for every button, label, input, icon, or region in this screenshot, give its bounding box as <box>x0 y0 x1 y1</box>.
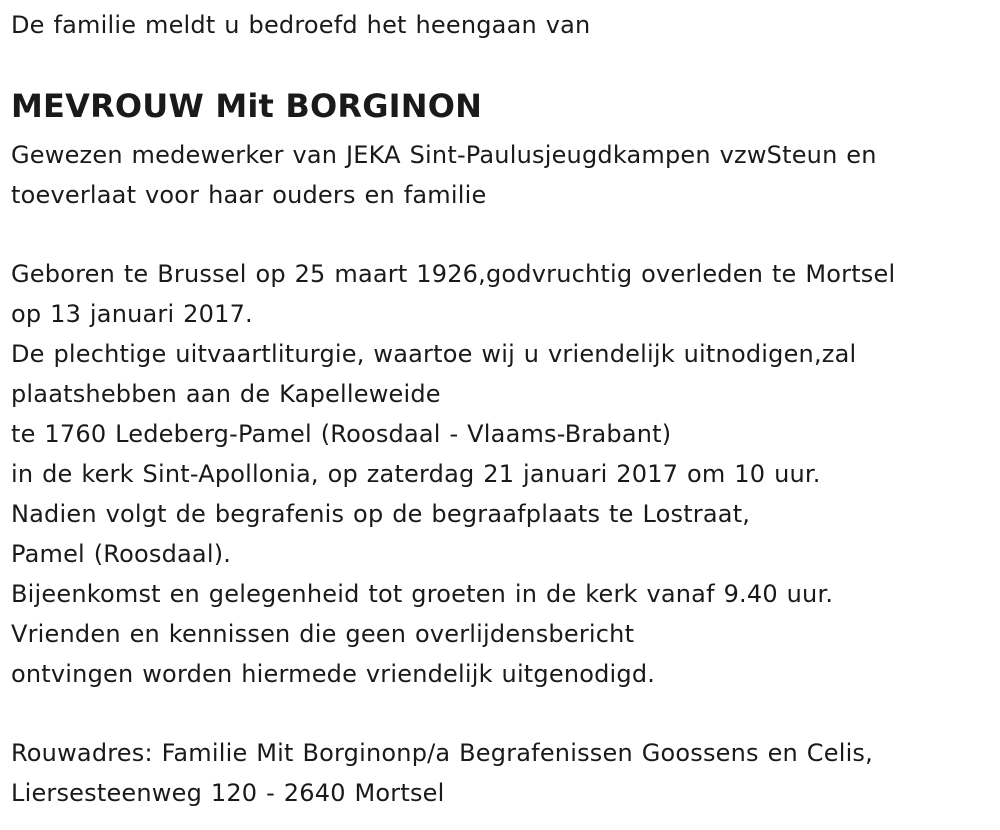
detail-line: Nadien volgt de begrafenis op de begraafplaats te Lostraat, <box>11 500 751 528</box>
detail-line: De plechtige uitvaartliturgie, waartoe wij u vriendelijk uitnodigen,zal <box>11 340 857 368</box>
subtitle-line: toeverlaat voor haar ouders en familie <box>11 181 487 209</box>
subtitle-line: Gewezen medewerker van JEKA Sint-Paulusjeugdkampen vzwSteun en <box>11 141 877 169</box>
details-block <box>11 254 895 694</box>
address-line: Liersesteenweg 120 - 2640 Mortsel <box>11 779 445 807</box>
detail-line: plaatshebben aan de Kapelleweide <box>11 380 441 408</box>
detail-line: Vrienden en kennissen die geen overlijdensbericht <box>11 620 635 648</box>
detail-line: ontvingen worden hiermede vriendelijk uitgenodigd. <box>11 660 656 688</box>
intro-text: De familie meldt u bedroefd het heengaan van <box>11 11 591 39</box>
address-block <box>11 733 873 813</box>
detail-line: in de kerk Sint-Apollonia, op zaterdag 21 januari 2017 om 10 uur. <box>11 460 821 488</box>
detail-line: op 13 januari 2017. <box>11 300 253 328</box>
detail-line: Bijeenkomst en gelegenheid tot groeten in de kerk vanaf 9.40 uur. <box>11 580 834 608</box>
detail-line: Geboren te Brussel op 25 maart 1926,godvruchtig overleden te Mortsel <box>11 260 896 288</box>
deceased-name: MEVROUW Mit BORGINON <box>11 87 483 125</box>
detail-line: Pamel (Roosdaal). <box>11 540 232 568</box>
subtitle-block <box>11 135 877 215</box>
detail-line: te 1760 Ledeberg-Pamel (Roosdaal - Vlaams-Brabant) <box>11 420 672 448</box>
address-line: Rouwadres: Familie Mit Borginonp/a Begrafenissen Goossens en Celis, <box>11 739 873 767</box>
